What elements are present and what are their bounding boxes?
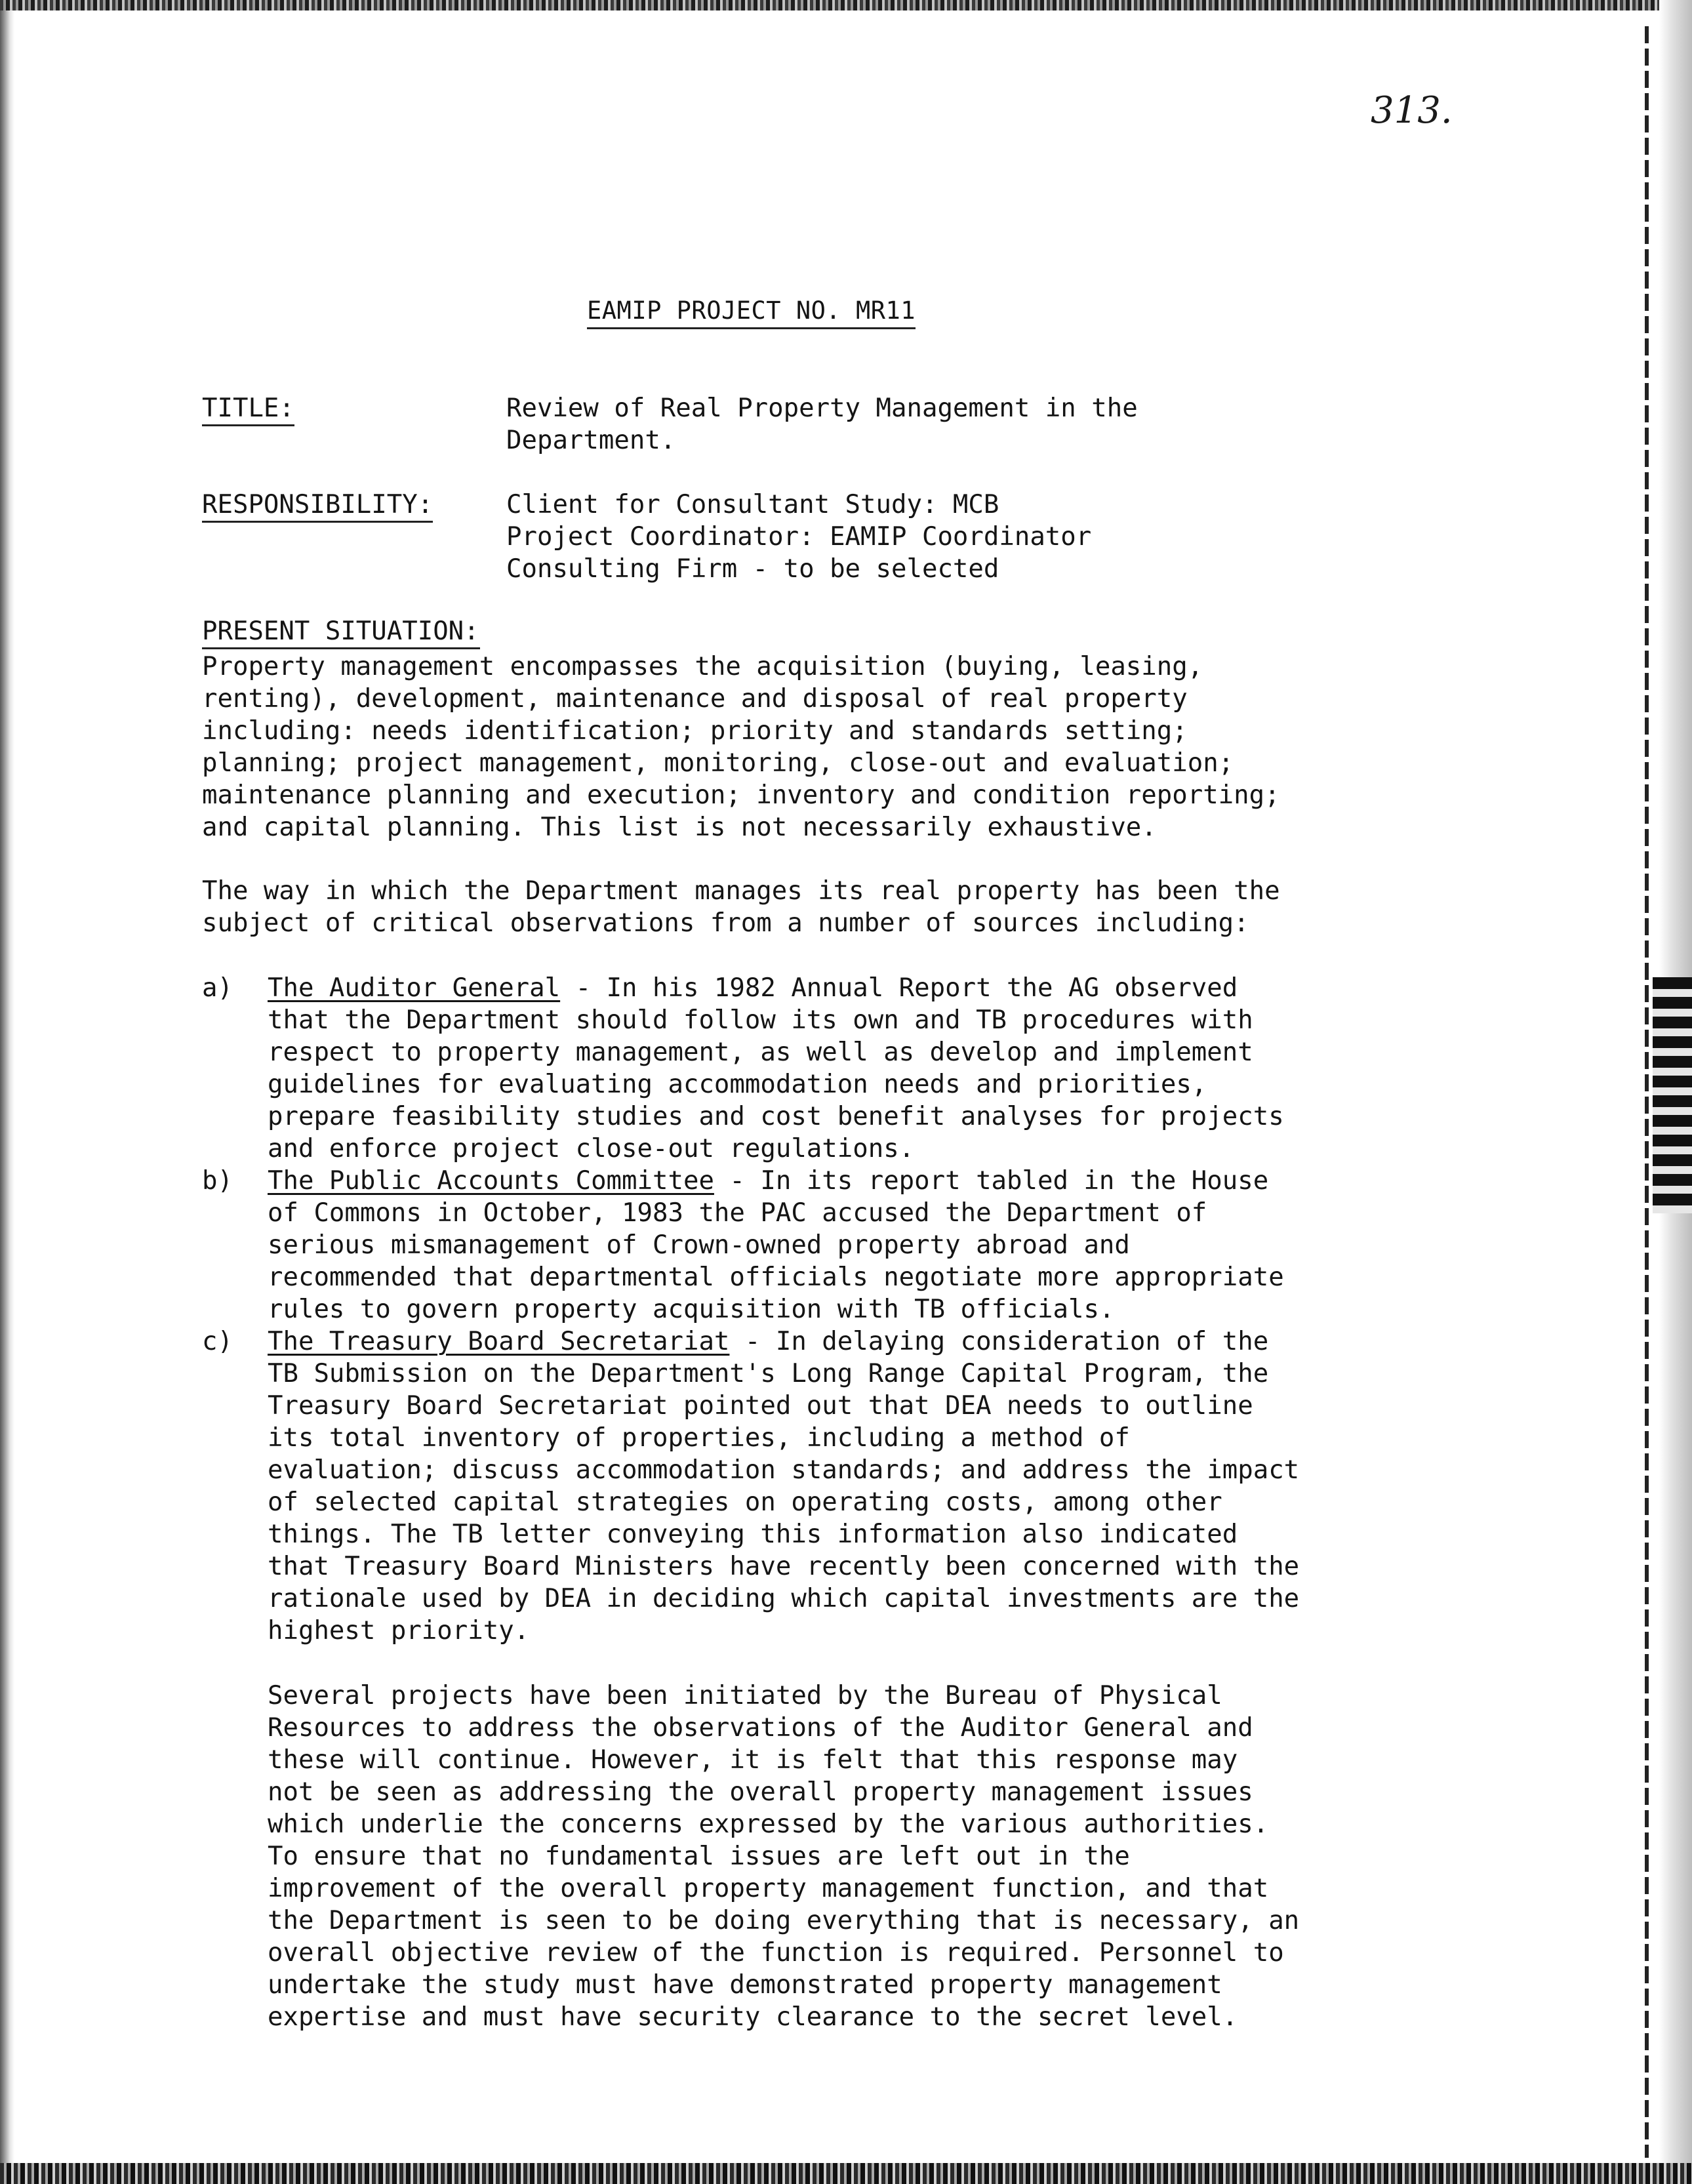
heading-underline — [202, 647, 480, 649]
text-line: evaluation; discuss accommodation standards; and address the impact — [268, 1455, 1300, 1485]
scan-bottom-edge — [0, 2163, 1692, 2184]
title-value-line: Department. — [506, 426, 676, 455]
text-line: not be seen as addressing the overall property management issues — [268, 1777, 1253, 1807]
text-line: of Commons in October, 1983 the PAC accused the Department of — [268, 1198, 1207, 1228]
text-line: highest priority. — [268, 1616, 530, 1646]
text-line: and enforce project close-out regulations. — [268, 1134, 915, 1163]
text-line: undertake the study must have demonstrated property management — [268, 1970, 1222, 2000]
text-line: and capital planning. This list is not necessarily exhaustive. — [202, 813, 1157, 842]
text-line: planning; project management, monitoring, close-out and evaluation; — [202, 748, 1234, 778]
text-line: rules to govern property acquisition with TB officials. — [268, 1295, 1115, 1324]
text-line: expertise and must have security clearance to the secret level. — [268, 2002, 1238, 2032]
list-item-text: - In its report tabled in the House — [714, 1166, 1269, 1196]
text-line: that Treasury Board Ministers have recently been concerned with the — [268, 1552, 1300, 1581]
text-line: the Department is seen to be doing everything that is necessary, an — [268, 1906, 1300, 1935]
text-line: overall objective review of the function is required. Personnel to — [268, 1938, 1284, 1968]
binder-edge-line — [1645, 26, 1649, 2158]
title-value-line: Review of Real Property Management in the — [506, 394, 1138, 423]
list-item-heading: The Treasury Board Secretariat — [268, 1327, 730, 1356]
list-marker: a) — [202, 973, 233, 1003]
text-line: maintenance planning and execution; inventory and condition reporting; — [202, 780, 1280, 810]
present-situation-heading: PRESENT SITUATION: — [202, 617, 479, 646]
list-item-text: - In delaying consideration of the — [729, 1327, 1269, 1356]
list-item-text: - In his 1982 Annual Report the AG observed — [560, 973, 1238, 1003]
text-line: rationale used by DEA in deciding which capital investments are the — [268, 1584, 1300, 1613]
list-item-heading: The Public Accounts Committee — [268, 1166, 714, 1196]
handwritten-page-number: 313. — [1371, 89, 1453, 132]
text-line: of selected capital strategies on operating costs, among other — [268, 1487, 1222, 1517]
text-line: guidelines for evaluating accommodation needs and priorities, — [268, 1070, 1207, 1099]
text-line: prepare feasibility studies and cost benefit analyses for projects — [268, 1102, 1284, 1131]
responsibility-line: Consulting Firm - to be selected — [506, 554, 999, 584]
list-item-body — [268, 1325, 1299, 1647]
paragraph-2 — [202, 875, 1280, 939]
responsibility-value — [506, 489, 1091, 585]
list-marker: b) — [202, 1166, 233, 1196]
text-line: that the Department should follow its own and TB procedures with — [268, 1005, 1253, 1035]
text-line: TB Submission on the Department's Long Range Capital Program, the — [268, 1359, 1269, 1388]
text-line: improvement of the overall property management function, and that — [268, 1874, 1269, 1903]
scan-left-edge — [0, 0, 14, 2184]
title-value — [506, 392, 1138, 456]
text-line: Property management encompasses the acquisition (buying, leasing, — [202, 652, 1203, 681]
text-line: its total inventory of properties, including a method of — [268, 1423, 1130, 1453]
text-line: serious mismanagement of Crown-owned property abroad and — [268, 1230, 1130, 1260]
text-line: To ensure that no fundamental issues are left out in the — [268, 1842, 1130, 1871]
binder-clip-mark — [1653, 977, 1692, 1213]
text-line: including: needs identification; priority and standards setting; — [202, 716, 1188, 746]
text-line: which underlie the concerns expressed by the various authorities. — [268, 1810, 1269, 1839]
paragraph-1 — [202, 651, 1280, 843]
text-line: renting), development, maintenance and disposal of real property — [202, 684, 1188, 714]
text-line: these will continue. However, it is felt that this response may — [268, 1745, 1238, 1775]
paragraph-3 — [268, 1680, 1299, 2033]
project-title: EAMIP PROJECT NO. MR11 — [587, 296, 916, 329]
title-label: TITLE: — [202, 394, 294, 426]
text-line: things. The TB letter conveying this information also indicated — [268, 1520, 1238, 1549]
scan-top-edge — [0, 0, 1692, 10]
text-line: Several projects have been initiated by the Bureau of Physical — [268, 1681, 1222, 1710]
list-item-heading: The Auditor General — [268, 973, 561, 1003]
text-line: Resources to address the observations of the Auditor General and — [268, 1713, 1253, 1743]
responsibility-line: Project Coordinator: EAMIP Coordinator — [506, 522, 1092, 552]
list-item-body — [268, 1165, 1284, 1325]
responsibility-line: Client for Consultant Study: MCB — [506, 490, 999, 519]
text-line: subject of critical observations from a number of sources including: — [202, 908, 1249, 938]
text-line: The way in which the Department manages its real property has been the — [202, 876, 1280, 906]
text-line: respect to property management, as well as develop and implement — [268, 1038, 1253, 1067]
text-line: Treasury Board Secretariat pointed out that DEA needs to outline — [268, 1391, 1253, 1421]
list-item-body — [268, 972, 1284, 1165]
text-line: recommended that departmental officials negotiate more appropriate — [268, 1263, 1284, 1292]
responsibility-label: RESPONSIBILITY: — [202, 490, 433, 523]
list-marker: c) — [202, 1327, 233, 1356]
